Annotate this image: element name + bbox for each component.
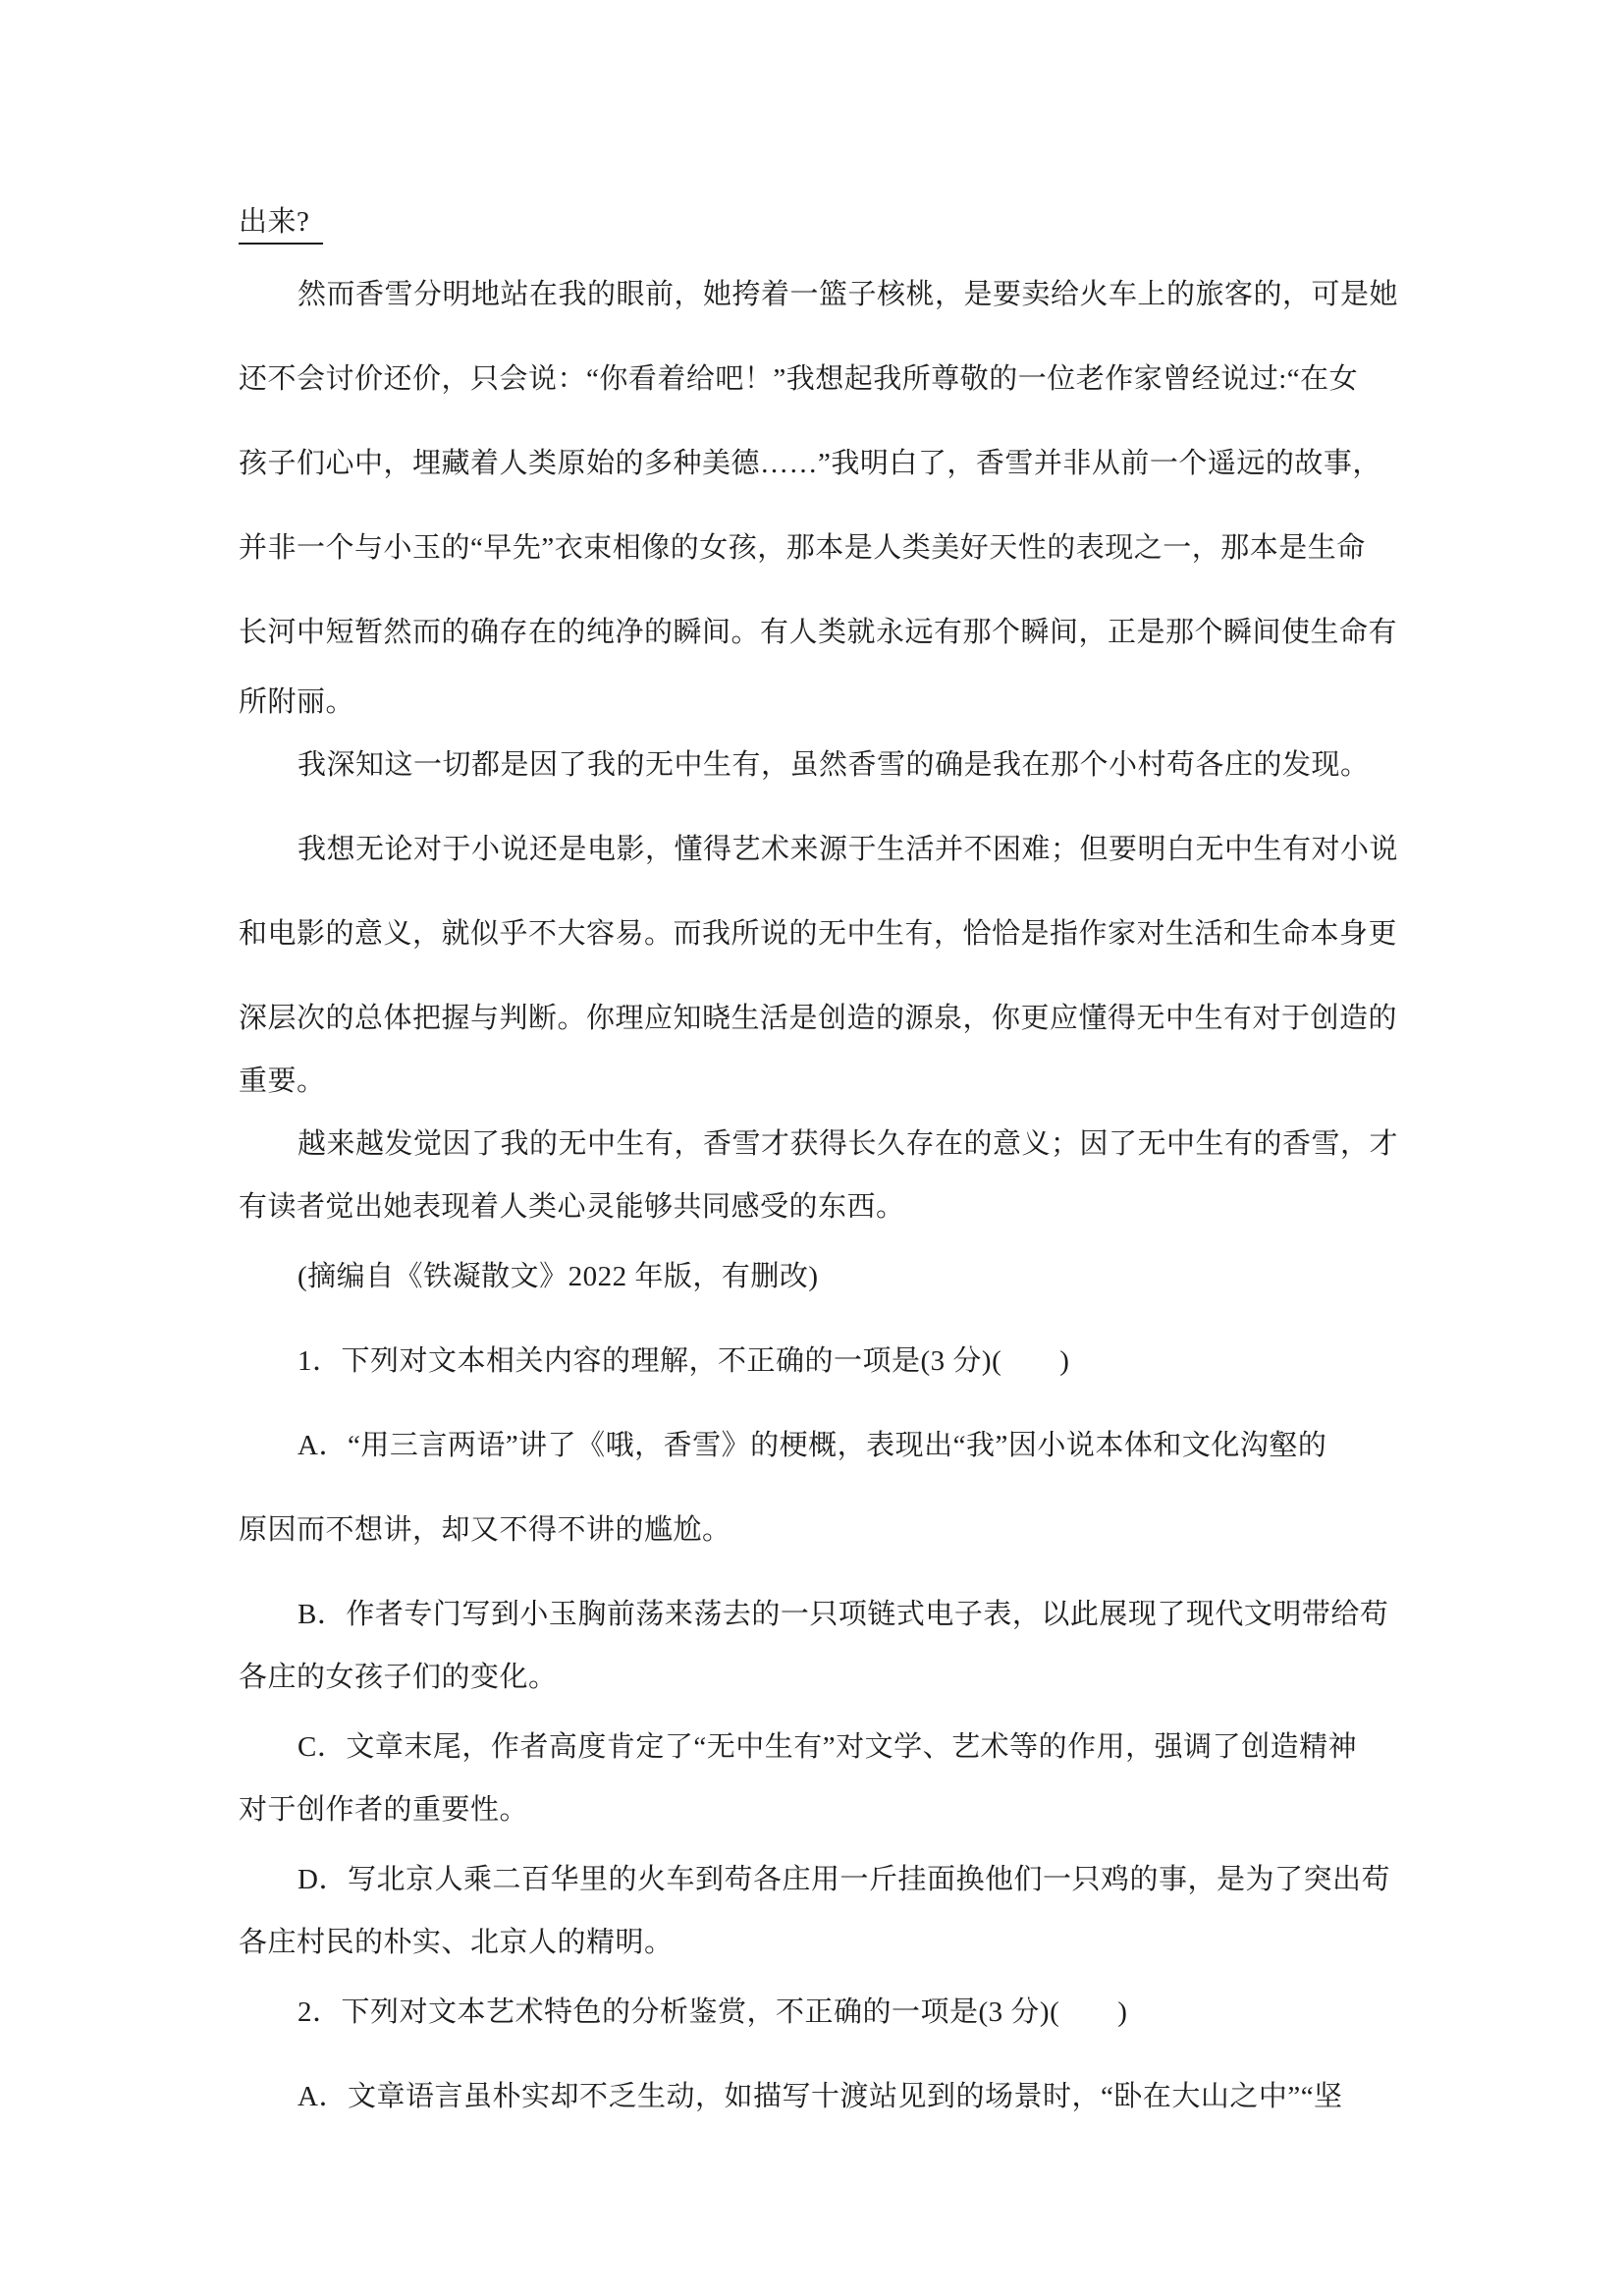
text-line xyxy=(239,202,1456,245)
text-line: 各庄村民的朴实、北京人的精明。 xyxy=(239,1927,674,1958)
text-line: 然而香雪分明地站在我的眼前，她挎着一篮子核桃，是要卖给火车上的旅客的，可是她 xyxy=(298,279,1399,310)
text-line: 所附丽。 xyxy=(239,686,355,718)
text-line: C．文章末尾，作者高度肯定了“无中生有”对文学、艺术等的作用，强调了创造精神 xyxy=(298,1731,1358,1763)
text-line: 长河中短暂然而的确存在的纯净的瞬间。有人类就永远有那个瞬间，正是那个瞬间使生命有 xyxy=(239,617,1398,648)
text-line: 对于创作者的重要性。 xyxy=(239,1794,529,1826)
underlined-text: 出来? xyxy=(239,202,323,245)
text-line: 各庄的女孩子们的变化。 xyxy=(239,1662,558,1693)
text-line: 还不会讨价还价，只会说：“你看着给吧！”我想起我所尊敬的一位老作家曾经说过:“在女 xyxy=(239,363,1359,395)
text-line: 我深知这一切都是因了我的无中生有，虽然香雪的确是我在那个小村苟各庄的发现。 xyxy=(298,749,1370,781)
text-line: A．“用三言两语”讲了《哦，香雪》的梗概，表现出“我”因小说本体和文化沟壑的 xyxy=(298,1430,1327,1461)
text-line: (摘编自《铁凝散文》2022 年版，有删改) xyxy=(298,1261,819,1292)
text-line: 和电影的意义，就似乎不大容易。而我所说的无中生有，恰恰是指作家对生活和生命本身更 xyxy=(239,918,1398,950)
text-line: A．文章语言虽朴实却不乏生动，如描写十渡站见到的场景时，“卧在大山之中”“坚 xyxy=(298,2081,1343,2112)
text-line: 1．下列对文本相关内容的理解，不正确的一项是(3 分)( ) xyxy=(298,1345,1070,1377)
text-line: 并非一个与小玉的“早先”衣束相像的女孩，那本是人类美好天性的表现之一，那本是生命 xyxy=(239,532,1366,564)
text-line: 越来越发觉因了我的无中生有，香雪才获得长久存在的意义；因了无中生有的香雪，才 xyxy=(298,1128,1399,1160)
document-content xyxy=(239,202,1456,2116)
text-line: D．写北京人乘二百华里的火车到苟各庄用一斤挂面换他们一只鸡的事，是为了突出苟 xyxy=(298,1864,1390,1895)
text-line: 重要。 xyxy=(239,1066,326,1097)
text-line: 我想无论对于小说还是电影，懂得艺术来源于生活并不困难；但要明白无中生有对小说 xyxy=(298,834,1399,865)
text-line: 2．下列对文本艺术特色的分析鉴赏，不正确的一项是(3 分)( ) xyxy=(298,1996,1128,2028)
text-line: B．作者专门写到小玉胸前荡来荡去的一只项链式电子表，以此展现了现代文明带给苟 xyxy=(298,1599,1389,1630)
text-line: 有读者觉出她表现着人类心灵能够共同感受的东西。 xyxy=(239,1191,905,1223)
text-line: 深层次的总体把握与判断。你理应知晓生活是创造的源泉，你更应懂得无中生有对于创造的 xyxy=(239,1003,1398,1034)
text-line: 原因而不想讲，却又不得不讲的尴尬。 xyxy=(239,1514,731,1546)
text-line: 孩子们心中，埋藏着人类原始的多种美德……”我明白了，香雪并非从前一个遥远的故事， xyxy=(239,448,1381,479)
